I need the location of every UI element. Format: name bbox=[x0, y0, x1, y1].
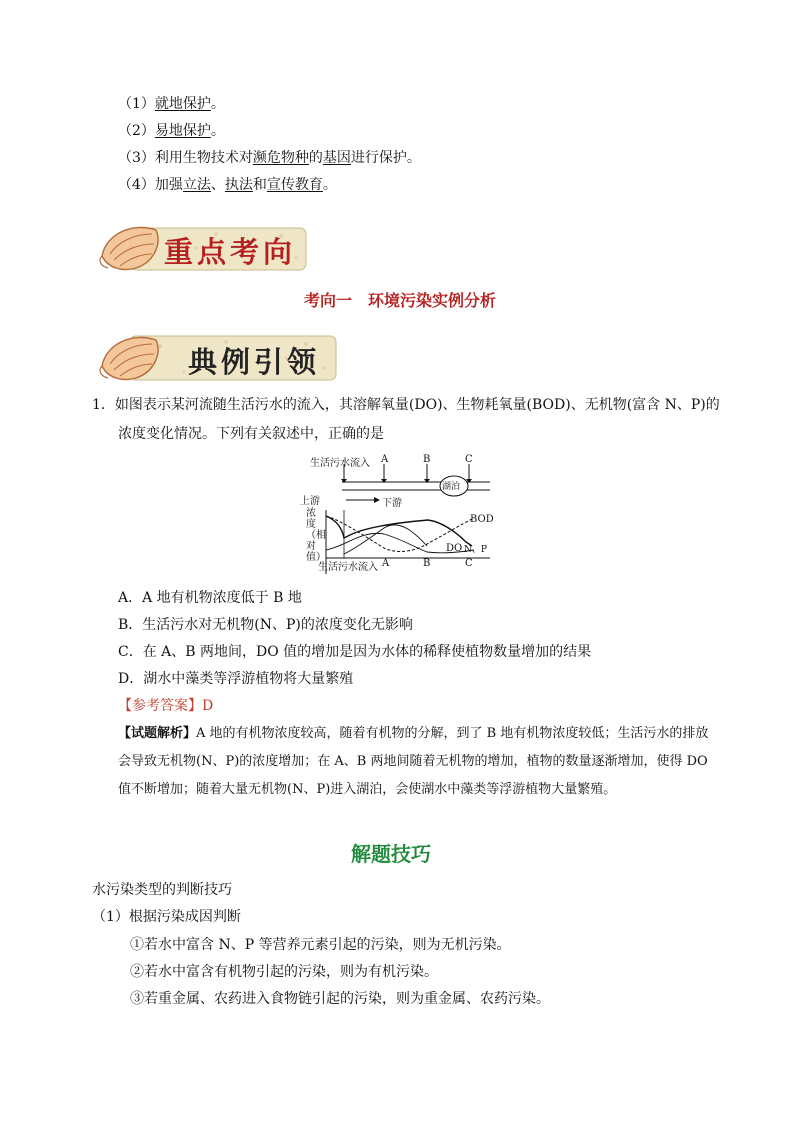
underlined-text: 易地保护 bbox=[154, 123, 211, 139]
tips-point-2: ②若水中富含有机物引起的污染，则为有机污染。 bbox=[130, 964, 438, 980]
option-c: C．在 A、B 两地间，DO 值的增加是因为水体的稀释使植物数量增加的结果 bbox=[118, 644, 592, 660]
question-line-2: 浓度变化情况。下列有关叙述中，正确的是 bbox=[118, 426, 384, 442]
text: 。 bbox=[322, 177, 337, 193]
tips-point-3: ③若重金属、农药进入食物链引起的污染，则为重金属、农药污染。 bbox=[130, 991, 550, 1007]
analysis-paragraph bbox=[118, 720, 718, 804]
underlined-text: 就地保护 bbox=[154, 96, 211, 112]
pollution-diagram bbox=[296, 450, 516, 580]
seashell-icon bbox=[96, 330, 166, 384]
bod-label: BOD bbox=[470, 514, 494, 525]
lake-label: 湖泊 bbox=[442, 482, 461, 492]
section-heading: 考向一 环境污染实例分析 bbox=[304, 291, 497, 310]
underlined-text: 立法 bbox=[182, 177, 211, 193]
x-point-c: C bbox=[465, 558, 473, 569]
section-banner-key-directions bbox=[96, 218, 310, 274]
reference-answer bbox=[118, 696, 213, 716]
top-point-c: C bbox=[465, 454, 473, 465]
item-number: （1） bbox=[118, 96, 155, 112]
intro-item-3 bbox=[118, 148, 421, 168]
tips-title: 水污染类型的判断技巧 bbox=[92, 882, 232, 898]
x-point-b: B bbox=[423, 558, 431, 569]
intro-item-1 bbox=[118, 94, 225, 114]
seashell-icon bbox=[96, 220, 166, 274]
text: 。 bbox=[210, 96, 225, 112]
underlined-text: 宣传教育 bbox=[266, 177, 323, 193]
tips-point-1: ①若水中富含 N、P 等营养元素引起的污染，则为无机污染。 bbox=[130, 937, 511, 953]
text: 进行保护。 bbox=[350, 150, 421, 166]
question-line-1: 1．如图表示某河流随生活污水的流入，其溶解氧量(DO)、生物耗氧量(BOD)、无机物(富含 N、P)的 bbox=[92, 397, 720, 413]
tips-heading: 解题技巧 bbox=[351, 842, 431, 866]
banner-title: 典例引领 bbox=[188, 345, 321, 379]
x-point-a: A bbox=[382, 558, 390, 569]
downstream-label: 下游 bbox=[382, 498, 402, 509]
underlined-text: 执法 bbox=[224, 177, 253, 193]
x-inflow-label: 生活污水流入 bbox=[318, 562, 378, 573]
text: 、 bbox=[210, 177, 225, 193]
item-number: （4） bbox=[118, 177, 155, 193]
text: 的 bbox=[308, 150, 323, 166]
answer-value: D bbox=[202, 698, 214, 714]
top-point-b: B bbox=[423, 454, 431, 465]
item-number: （2） bbox=[118, 123, 155, 139]
intro-item-4 bbox=[118, 175, 337, 195]
answer-label: 【参考答案】 bbox=[118, 698, 202, 714]
section-banner-typical-example bbox=[96, 328, 340, 384]
do-label: DO bbox=[446, 543, 463, 554]
option-d: D．湖水中藻类等浮游植物将大量繁殖 bbox=[118, 671, 354, 687]
text: 利用生物技术对 bbox=[154, 150, 253, 166]
text: 和 bbox=[252, 177, 267, 193]
tips-subheading: （1）根据污染成因判断 bbox=[92, 909, 241, 925]
intro-item-2 bbox=[118, 121, 225, 141]
underlined-text: 基因 bbox=[322, 150, 351, 166]
top-point-a: A bbox=[381, 454, 389, 465]
y-axis-label: 浓度（相对值） bbox=[306, 508, 326, 563]
analysis-text: A 地的有机物浓度较高，随着有机物的分解，到了 B 地有机物浓度较低；生活污水的排放会导致无机物(N、P)的浓度增加；在 A、B 两地间随着无机物的增加，植物的数量逐渐增加，使得 DO 值不断增加；随着大量无机物(N、P)进入湖泊，会使湖水中藻类等浮游植物大量繁殖。 bbox=[118, 726, 709, 797]
analysis-label: 【试题解析】 bbox=[118, 726, 197, 741]
option-a: A．A 地有机物浓度低于 B 地 bbox=[118, 590, 302, 606]
banner-title: 重点考向 bbox=[164, 235, 297, 269]
text: 。 bbox=[210, 123, 225, 139]
item-number: （3） bbox=[118, 150, 155, 166]
upstream-label: 上游 bbox=[300, 496, 320, 507]
option-b: B．生活污水对无机物(N、P)的浓度变化无影响 bbox=[118, 617, 413, 633]
text: 加强 bbox=[154, 177, 183, 193]
underlined-text: 濒危物种 bbox=[252, 150, 309, 166]
top-inflow-label: 生活污水流入 bbox=[310, 458, 370, 469]
np-label: N、P bbox=[464, 545, 487, 555]
